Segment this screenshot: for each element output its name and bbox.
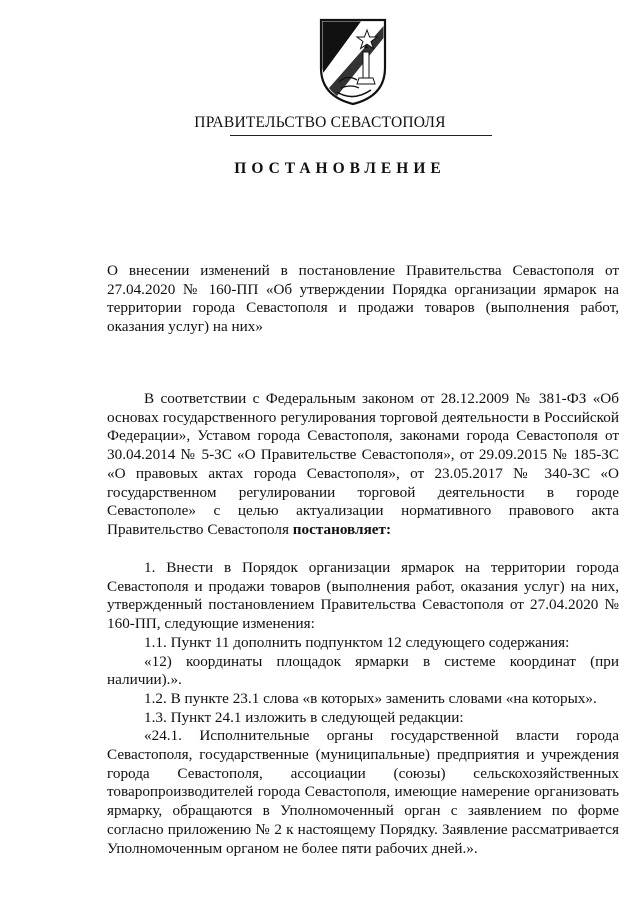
- preamble: [107, 390, 619, 540]
- document-type-title: ПОСТАНОВЛЕНИЕ: [234, 160, 446, 177]
- body-paragraph: 1. Внести в Порядок организации ярмарок на территории города Севастополя и продажи товаров (выполнения работ, оказания услуг) на них, утвержденный постановлением Правительства Севастополя от 27.04.2020 № 160-ПП, следующие изменения:: [107, 559, 619, 633]
- body-paragraph: «24.1. Исполнительные органы государственной власти города Севастополя, государственные (муниципальные) предприятия и учреждения города Севастополя, ассоциации (союзы) сельскохозяйственных товаропроизводителей города Севастополя, имеющие намерение организовать ярмарку, обращаются в Уполномоченный орган с заявлением по форме согласно приложению № 2 к настоящему Порядку. Заявление рассматривается Уполномоченным органом не более пяти рабочих дней.».: [107, 727, 619, 857]
- document-caption: [107, 262, 619, 337]
- document-body: [107, 559, 619, 858]
- body-paragraph: «12) координаты площадок ярмарки в системе координат (при наличии).».: [107, 652, 619, 689]
- preamble-emphasis: постановляет:: [292, 520, 392, 538]
- body-paragraph: 1.2. В пункте 23.1 слова «в которых» заменить словами «на которых».: [144, 689, 597, 707]
- caption-text: О внесении изменений в постановление Правительства Севастополя от 27.04.2020 № 160-ПП «Об утверждении Порядка организации ярмарок на территории города Севастополя и продажи товаров (выполнения работ, оказания услуг) на них»: [107, 262, 619, 336]
- body-paragraph: 1.1. Пункт 11 дополнить подпунктом 12 следующего содержания:: [144, 633, 570, 651]
- government-name: ПРАВИТЕЛЬСТВО СЕВАСТОПОЛЯ: [194, 114, 446, 131]
- body-paragraph: 1.3. Пункт 24.1 изложить в следующей редакции:: [144, 708, 464, 726]
- preamble-text: В соответствии с Федеральным законом от 28.12.2009 № 381-ФЗ «Об основах государственного регулирования торговой деятельности в Российской Федерации», Уставом города Севастополя, законами города Севастополя от 30.04.2014 № 5-ЗС «О Правительстве Севастополя», от 29.09.2015 № 185-ЗС «О правовых актах города Севастополя», от 23.05.2017 № 340-ЗС «О государственном регулировании торговой деятельности в городе Севастополе» с целью актуализации нормативного правового акта Правительство Севастополя: [107, 390, 619, 538]
- header-divider: [230, 135, 492, 136]
- sevastopol-coat-of-arms-icon: [317, 18, 389, 106]
- preamble-paragraph: [107, 390, 619, 540]
